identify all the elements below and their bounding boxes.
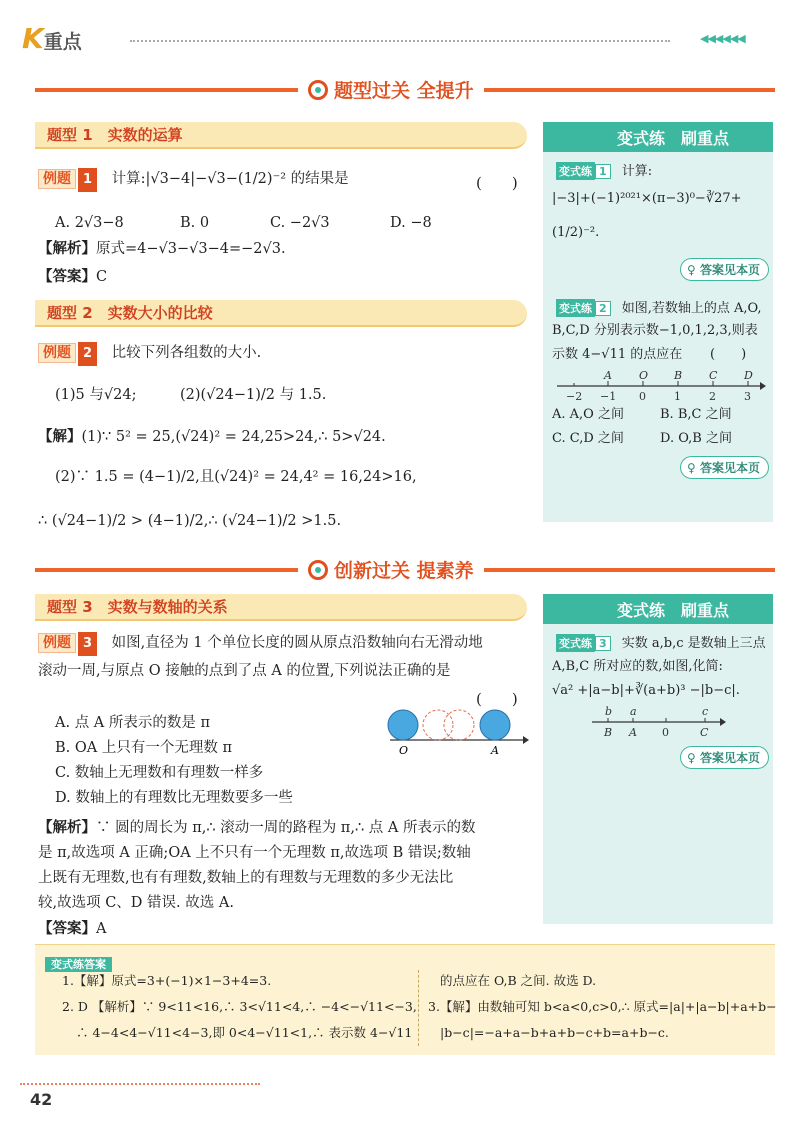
example-3-analysis-1: 【解析】∵ 圆的周长为 π,∴ 滚动一周的路程为 π,∴ 点 A 所表示的数 bbox=[38, 820, 476, 836]
axis-point-b: B bbox=[604, 726, 613, 739]
bulb-icon: ♀ bbox=[687, 751, 696, 765]
axis-point-a: A bbox=[629, 726, 637, 739]
answer-paren: ( ) bbox=[476, 690, 518, 708]
figure-label-o: O bbox=[399, 744, 409, 756]
answers-divider bbox=[418, 970, 419, 1046]
bulb-icon: ♀ bbox=[687, 263, 696, 277]
axis-point-c: C bbox=[700, 726, 709, 739]
answer-link-1[interactable]: ♀ 答案见本页 bbox=[680, 258, 769, 281]
footer-dotted-line bbox=[20, 1083, 260, 1085]
axis-letter-a: A bbox=[604, 369, 612, 382]
answer-line-6: |b−c|=−a+a−b+a+b−c+b=a+b−c. bbox=[440, 1025, 669, 1040]
practice-panel-header: 变式练 刷重点 bbox=[543, 594, 773, 624]
section-banner-2: 创新过关 提素养 bbox=[298, 556, 484, 583]
axis-tick-label: 2 bbox=[709, 390, 716, 403]
header-dotted-line bbox=[130, 40, 670, 42]
page-number: 42 bbox=[30, 1090, 53, 1109]
figure-label-a: A bbox=[491, 744, 499, 756]
answer-line-2: 2. D 【解析】∵ 9<11<16,∴ 3<√11<4,∴ −4<−√11<−3, bbox=[62, 999, 417, 1014]
target-icon bbox=[308, 80, 328, 100]
answer-line-5: 3.【解】由数轴可知 b<a<0,c>0,∴ 原式=|a|+|a−b|+a+b− bbox=[428, 999, 777, 1014]
practice-3-line2: A,B,C 所对应的数,如图,化简: bbox=[552, 659, 723, 674]
example-1-options: A. 2√3−8 B. 0 C. −2√3 D. −8 bbox=[55, 215, 432, 231]
rolling-circle-figure bbox=[385, 706, 530, 756]
axis-letter-c: c bbox=[702, 705, 709, 718]
topic-title-2: 题型 2 实数大小的比较 bbox=[35, 300, 527, 327]
example-1-analysis: 【解析】原式=4−√3−√3−4=−2√3. bbox=[38, 241, 286, 257]
example-3-option-a: A. 点 A 所表示的数是 π bbox=[55, 715, 211, 731]
practice-2-line3: 示数 4−√11 的点应在 bbox=[552, 347, 683, 362]
practice-2-option-a: A. A,O 之间 bbox=[552, 407, 624, 422]
practice-2-option-c: C. C,D 之间 bbox=[552, 431, 624, 446]
answer-link-3[interactable]: ♀ 答案见本页 bbox=[680, 746, 769, 769]
answer-link-2[interactable]: ♀ 答案见本页 bbox=[680, 456, 769, 479]
practice-2-option-b: B. B,C 之间 bbox=[660, 407, 732, 422]
answer-paren: ( ) bbox=[476, 174, 518, 192]
example-3-option-c: C. 数轴上无理数和有理数一样多 bbox=[55, 765, 264, 781]
practice-3-title: 变式练 3 实数 a,b,c 是数轴上三点 bbox=[556, 632, 766, 654]
example-2-solution-2: (2)∵ 1.5 = (4−1)/2,且(√24)² = 24,4² = 16,24>16, bbox=[55, 469, 417, 485]
example-2-solution-1: 【解】(1)∵ 5² = 25,(√24)² = 24,25>24,∴ 5>√24. bbox=[38, 429, 386, 445]
example-3-question-line1: 例题 3 如图,直径为 1 个单位长度的圆从原点沿数轴向右无滑动地 bbox=[38, 632, 483, 656]
header-triangles: ◀◀◀◀◀◀ bbox=[700, 32, 745, 45]
practice-2-line2: B,C,D 分别表示数−1,0,1,2,3,则表 bbox=[552, 323, 758, 338]
practice-1-line3: (1/2)⁻². bbox=[552, 225, 600, 240]
axis-tick-label: −1 bbox=[600, 390, 617, 403]
axis-point-zero: 0 bbox=[662, 726, 669, 739]
answer-line-1: 1.【解】原式=3+(−1)×1−3+4=3. bbox=[62, 973, 272, 988]
practice-3-line3: √a² +|a−b|+∛(a+b)³ −|b−c|. bbox=[552, 683, 740, 698]
practice-2-option-d: D. O,B 之间 bbox=[660, 431, 732, 446]
practice-2-paren: ( ) bbox=[710, 347, 747, 362]
example-1-question: 例题 1 计算:|√3−4|−√3−(1/2)⁻² 的结果是 bbox=[38, 168, 349, 192]
answer-line-4: 的点应在 O,B 之间. 故选 D. bbox=[440, 973, 597, 988]
example-3-analysis-2: 是 π,故选项 A 正确;OA 上不只有一个无理数 π,故选项 B 错误;数轴 bbox=[38, 845, 471, 861]
topic-title-1: 题型 1 实数的运算 bbox=[35, 122, 527, 149]
axis-tick-label: −2 bbox=[566, 390, 583, 403]
axis-tick-label: 3 bbox=[744, 390, 751, 403]
axis-letter-c: C bbox=[709, 369, 718, 382]
number-axis-2 bbox=[590, 704, 730, 740]
section-banner-1: 题型过关 全提升 bbox=[298, 76, 484, 103]
practice-panel-header: 变式练 刷重点 bbox=[543, 122, 773, 152]
example-1-answer: 【答案】C bbox=[38, 269, 108, 285]
example-2-question: 例题 2 比较下列各组数的大小. bbox=[38, 342, 261, 366]
axis-letter-o: O bbox=[639, 369, 649, 382]
example-3-option-d: D. 数轴上的有理数比无理数要多一些 bbox=[55, 790, 293, 806]
example-3-answer: 【答案】A bbox=[38, 921, 107, 937]
axis-tick-label: 0 bbox=[639, 390, 646, 403]
practice-1-line2: |−3|+(−1)²⁰²¹×(π−3)⁰−∛27+ bbox=[552, 191, 742, 206]
example-2-solution-3: ∴ (√24−1)/2 > (4−1)/2,∴ (√24−1)/2 >1.5. bbox=[38, 513, 342, 529]
example-3-option-b: B. OA 上只有一个无理数 π bbox=[55, 740, 232, 756]
topic-title-3: 题型 3 实数与数轴的关系 bbox=[35, 594, 527, 621]
answer-line-3: ∴ 4−4<4−√11<4−3,即 0<4−√11<1,∴ 表示数 4−√11 bbox=[76, 1025, 413, 1040]
example-3-analysis-4: 较,故选项 C、D 错误. 故选 A. bbox=[38, 895, 234, 911]
bulb-icon: ♀ bbox=[687, 461, 696, 475]
axis-tick-label: 1 bbox=[674, 390, 681, 403]
example-3-question-line2: 滚动一周,与原点 O 接触的点到了点 A 的位置,下列说法正确的是 bbox=[38, 663, 451, 679]
number-axis-1 bbox=[552, 368, 767, 404]
practice-2-title: 变式练 2 如图,若数轴上的点 A,O, bbox=[556, 297, 762, 319]
example-3-analysis-3: 上既有无理数,也有有理数,数轴上的有理数与无理数的多少无法比 bbox=[38, 870, 454, 886]
example-2-items: (1)5 与√24; (2)(√24−1)/2 与 1.5. bbox=[55, 387, 327, 403]
brand-logo: K重点 bbox=[22, 22, 82, 55]
practice-answers-tag: 变式练答案 bbox=[45, 953, 112, 972]
axis-letter-d: D bbox=[744, 369, 753, 382]
axis-letter-b: b bbox=[605, 705, 613, 718]
axis-letter-a: a bbox=[630, 705, 637, 718]
practice-1-title: 变式练 1 计算: bbox=[556, 160, 652, 182]
axis-letter-b: B bbox=[674, 369, 683, 382]
target-icon bbox=[308, 560, 328, 580]
